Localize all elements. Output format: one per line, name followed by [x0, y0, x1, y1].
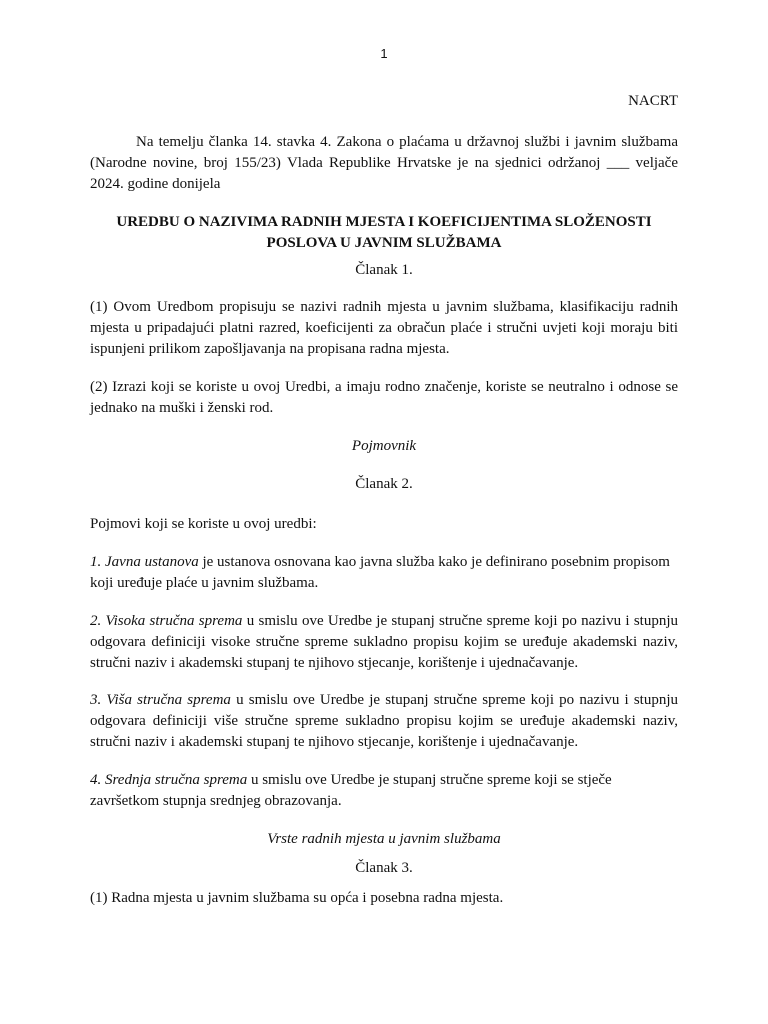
article-1-paragraph-1: (1) Ovom Uredbom propisuju se nazivi radnih mjesta u javnim službama, klasifikaciju radnih mjesta u pripadajući platni razred, koeficijenti za obračun plaće i stručni uvjeti koji moraju biti ispunjeni prilikom zapošljavanja na propisana radna mjesta.	[90, 299, 678, 357]
article-3-paragraph-1: (1) Radna mjesta u javnim službama su opća i posebna radna mjesta.	[90, 890, 504, 906]
definition-item-1	[90, 552, 678, 594]
definition-text: je ustanova osnovana kao javna služba kako je definirano posebnim propisom koji uređuje plaće u javnim službama.	[90, 554, 670, 591]
article-2-heading: Članak 2.	[355, 476, 413, 492]
definition-text: u smislu ove Uredbe je stupanj stručne spreme koji po nazivu i stupnju odgovara definiciji više stručne spreme sukladno propisu kojim se uređuje akademski naziv, stručni naziv i akademski stupanj te njihovo stjecanje, korištenje i ujednačavanje.	[90, 692, 679, 750]
definition-item-4	[90, 770, 678, 812]
title-line-2: POSLOVA U JAVNIM SLUŽBAMA	[266, 235, 502, 251]
definition-term: 3. Viša stručna sprema	[90, 692, 231, 708]
definition-term: 1. Javna ustanova	[90, 554, 199, 570]
article-1-heading: Članak 1.	[355, 262, 413, 278]
section-heading-vrste: Vrste radnih mjesta u javnim službama	[267, 831, 501, 847]
article-1-paragraph-2: (2) Izrazi koji se koriste u ovoj Uredbi, a imaju rodno značenje, koriste se neutralno i odnose se jednako na muški i ženski rod.	[90, 379, 678, 416]
definition-text: u smislu ove Uredbe je stupanj stručne spreme koji se stječe završetkom stupnja srednjeg obrazovanja.	[90, 772, 612, 809]
definition-term: 4. Srednja stručna sprema	[90, 772, 248, 788]
document-title	[90, 212, 678, 254]
definition-term: 2. Visoka stručna sprema	[90, 613, 243, 629]
draft-label: NACRT	[628, 93, 678, 109]
definition-item-3	[90, 690, 678, 753]
definition-item-2	[90, 611, 678, 674]
definition-text: u smislu ove Uredbe je stupanj stručne spreme koji po nazivu i stupnju odgovara definiciji visoke stručne spreme sukladno propisu kojim se uređuje akademski naziv, stručni naziv i akademski stupanj te njihovo stjecanje, korištenje i ujednačavanje.	[90, 613, 678, 671]
section-heading-pojmovnik: Pojmovnik	[351, 438, 417, 454]
preamble: Na temelju članka 14. stavka 4. Zakona o plaćama u državnoj službi i javnim službama (Narodne novine, broj 155/23) Vlada Republike Hrvatske je na sjednici održanoj ___ veljače 2024. godine donijela	[90, 134, 678, 192]
page-number: 1	[380, 46, 388, 61]
article-3-heading: Članak 3.	[355, 860, 413, 876]
article-2-intro: Pojmovi koji se koriste u ovoj uredbi:	[90, 516, 317, 532]
title-line-1: UREDBU O NAZIVIMA RADNIH MJESTA I KOEFICIJENTIMA SLOŽENOSTI	[116, 214, 652, 230]
